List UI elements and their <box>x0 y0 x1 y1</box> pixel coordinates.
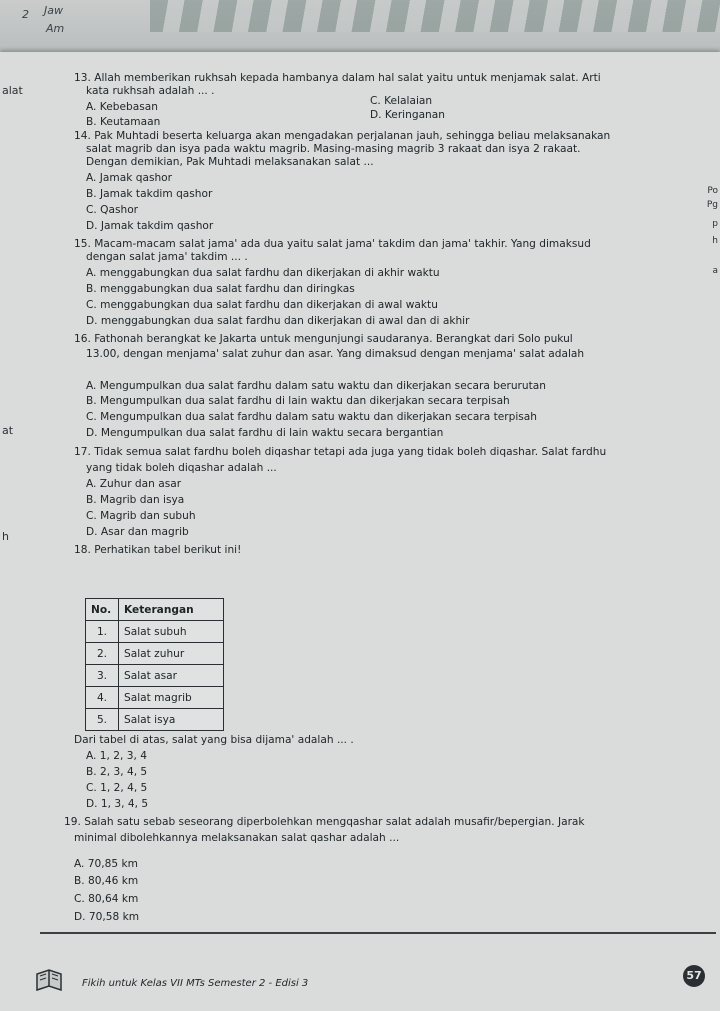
option-a[interactable]: A. Kebebasan <box>86 101 158 113</box>
table-row <box>86 709 224 731</box>
option-a[interactable]: A. Jamak qashor <box>86 172 173 184</box>
left-margin-text: alat <box>2 84 23 97</box>
scribble-number: 2 <box>22 8 29 21</box>
option-b[interactable]: B. Jamak takdim qashor <box>86 188 213 200</box>
table-cell-no: 5. <box>86 709 119 731</box>
option-b[interactable]: B. menggabungkan dua salat fardhu dan diringkas <box>86 283 355 295</box>
option-d[interactable]: D. menggabungkan dua salat fardhu dan dikerjakan di awal dan di akhir <box>86 315 470 327</box>
table-row <box>86 643 224 665</box>
worksheet-page <box>0 52 720 1011</box>
question-15-text: dengan salat jama' takdim ... . <box>86 251 248 263</box>
table-cell-no: 2. <box>86 643 119 665</box>
table-header-row <box>86 599 224 621</box>
option-c[interactable]: C. 1, 2, 4, 5 <box>86 782 148 794</box>
question-13-text: 13. Allah memberikan rukhsah kepada hambanya dalam hal salat yaitu untuk menjamak salat. Arti <box>74 72 601 84</box>
option-d[interactable]: D. Keringanan <box>370 109 445 121</box>
option-d[interactable]: D. 1, 3, 4, 5 <box>86 798 149 810</box>
table-row <box>86 665 224 687</box>
option-b[interactable]: B. Mengumpulkan dua salat fardhu di lain waktu dan dikerjakan secara terpisah <box>86 395 510 407</box>
option-c[interactable]: C. Kelalaian <box>370 95 433 107</box>
right-margin-text: Pg <box>706 200 718 210</box>
option-a[interactable]: A. menggabungkan dua salat fardhu dan dikerjakan di akhir waktu <box>86 267 440 279</box>
table-cell-keterangan: Salat subuh <box>119 621 224 643</box>
question-18-text: Dari tabel di atas, salat yang bisa dijama' adalah ... . <box>74 734 354 746</box>
option-a[interactable]: A. 70,85 km <box>74 858 138 870</box>
table-cell-no: 1. <box>86 621 119 643</box>
page-number: 57 <box>683 965 705 987</box>
question-14-text: salat magrib dan isya pada waktu magrib. Masing-masing magrib 3 rakaat dan isya 2 rakaat. <box>86 143 581 155</box>
table-cell-keterangan: Salat isya <box>119 709 224 731</box>
option-d[interactable]: D. Mengumpulkan dua salat fardhu di lain waktu secara bergantian <box>86 427 444 439</box>
table-cell-no: 3. <box>86 665 119 687</box>
option-c[interactable]: C. menggabungkan dua salat fardhu dan dikerjakan di awal waktu <box>86 299 438 311</box>
decorative-pattern <box>150 0 720 32</box>
question-19-text: minimal dibolehkannya melaksanakan salat qashar adalah ... <box>74 832 400 844</box>
option-a[interactable]: A. Mengumpulkan dua salat fardhu dalam satu waktu dan dikerjakan secara berurutan <box>86 380 546 392</box>
option-b[interactable]: B. 2, 3, 4, 5 <box>86 766 148 778</box>
scribble-word: Am <box>46 22 65 35</box>
option-b[interactable]: B. Magrib dan isya <box>86 494 185 506</box>
background-page <box>0 0 720 60</box>
option-c[interactable]: C. Qashor <box>86 204 139 216</box>
prayer-table <box>85 598 224 731</box>
question-18-text: 18. Perhatikan tabel berikut ini! <box>74 544 242 556</box>
question-17-text: 17. Tidak semua salat fardhu boleh diqashar tetapi ada juga yang tidak boleh diqashar. Salat fardhu <box>74 446 607 458</box>
option-c[interactable]: C. Mengumpulkan dua salat fardhu dalam satu waktu dan dikerjakan secara terpisah <box>86 411 537 423</box>
table-header-no: No. <box>86 599 119 621</box>
question-13-text: kata rukhsah adalah ... . <box>86 85 215 97</box>
question-19-text: 19. Salah satu sebab seseorang diperbolehkan mengqashar salat adalah musafir/bepergian. Jarak <box>64 816 585 828</box>
question-17-text: yang tidak boleh diqashar adalah ... <box>86 462 277 474</box>
option-a[interactable]: A. Zuhur dan asar <box>86 478 182 490</box>
table-row <box>86 687 224 709</box>
right-margin-text: h <box>712 236 718 246</box>
option-d[interactable]: D. Jamak takdim qashor <box>86 220 214 232</box>
right-margin-text: p <box>712 219 718 229</box>
table-header-keterangan: Keterangan <box>119 599 224 621</box>
table-cell-keterangan: Salat magrib <box>119 687 224 709</box>
option-b[interactable]: B. Keutamaan <box>86 116 161 128</box>
left-margin-text: h <box>2 530 9 543</box>
table-cell-keterangan: Salat asar <box>119 665 224 687</box>
question-14-text: Dengan demikian, Pak Muhtadi melaksanakan salat ... <box>86 156 374 168</box>
question-14-text: 14. Pak Muhtadi beserta keluarga akan mengadakan perjalanan jauh, sehingga beliau melaksanakan <box>74 130 611 142</box>
option-a[interactable]: A. 1, 2, 3, 4 <box>86 750 147 762</box>
left-margin-text: at <box>2 424 14 437</box>
question-16-text: 13.00, dengan menjama' salat zuhur dan asar. Yang dimaksud dengan menjama' salat adalah <box>86 348 585 360</box>
option-d[interactable]: D. 70,58 km <box>74 911 140 923</box>
question-15-text: 15. Macam-macam salat jama' ada dua yaitu salat jama' takdim dan jama' takhir. Yang dimaksud <box>74 238 591 250</box>
question-16-text: 16. Fathonah berangkat ke Jakarta untuk mengunjungi saudaranya. Berangkat dari Solo pukul <box>74 333 573 345</box>
right-margin-text: Po <box>707 186 718 196</box>
option-c[interactable]: C. 80,64 km <box>74 893 139 905</box>
table-cell-no: 4. <box>86 687 119 709</box>
option-b[interactable]: B. 80,46 km <box>74 875 139 887</box>
book-icon <box>34 966 64 996</box>
option-d[interactable]: D. Asar dan magrib <box>86 526 189 538</box>
footer-text: Fikih untuk Kelas VII MTs Semester 2 - Edisi 3 <box>82 978 309 989</box>
option-c[interactable]: C. Magrib dan subuh <box>86 510 196 522</box>
table-row <box>86 621 224 643</box>
table-cell-keterangan: Salat zuhur <box>119 643 224 665</box>
scribble-word: Jaw <box>44 4 63 17</box>
right-margin-text: a <box>712 266 718 276</box>
